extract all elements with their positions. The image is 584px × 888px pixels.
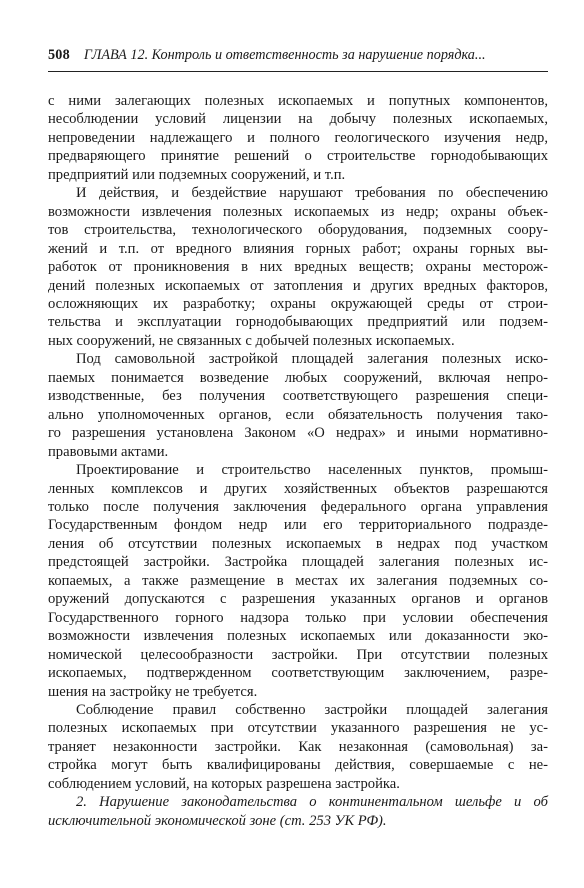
text-line: возможности извлечения полезных ископаемых из недр; охраны объек- [48, 203, 548, 220]
text-line: дений полезных ископаемых от затопления и других вредных факторов, [48, 277, 548, 294]
text-line: стройка могут быть квалифицированы действия, совершаемые с не- [48, 757, 548, 774]
text-line: паемых понимается возведение любых сооружений, включая непро- [48, 369, 548, 386]
text-line: Соблюдение правил собственно застройки площадей залегания [76, 701, 548, 718]
text-line: Государственным фондом недр или его территориального подразде- [48, 517, 548, 534]
paragraph-3 [48, 350, 548, 461]
text-line: Государственного горного надзора только при условии обеспечения [48, 609, 548, 626]
text-line: только после получения заключения федерального органа управления [48, 498, 548, 515]
paragraph-4 [48, 461, 548, 701]
text-line: работок от проникновения в них вредных веществ; охраны месторож- [48, 259, 548, 276]
chapter-title: ГЛАВА 12. Контроль и ответственность за нарушение порядка... [83, 47, 486, 63]
running-head [48, 44, 548, 66]
text-line: предваряющего принятие решений о строительстве горнодобывающих [48, 148, 548, 165]
text-line: номической целесообразности застройки. При отсутствии полезных [48, 646, 548, 663]
text-line: И действия, и бездействие нарушают требования по обеспечению [76, 185, 548, 202]
text-line: изводственные, без получения соответствующего разрешения специ- [48, 388, 548, 405]
text-line: траняет незаконности застройки. Как незаконная (самовольная) за- [48, 738, 548, 755]
text-line: копаемых, а также размещение в местах их залегания подземных со- [48, 572, 548, 589]
text-line: шения на застройку не требуется. [48, 683, 258, 700]
text-line: предприятий или подземных сооружений, и т.п. [48, 166, 346, 183]
text-line: исключительной экономической зоне (ст. 253 УК РФ). [48, 812, 387, 829]
text-line: правовыми актами. [48, 443, 169, 460]
text-line: осложняющих их разработку; охраны окружающей среды от строи- [48, 295, 548, 312]
text-line: тельства и эксплуатации горнодобывающих предприятий или подзем- [48, 314, 548, 331]
text-line: соблюдением условий, на которых разрешена застройка. [48, 775, 400, 792]
header-rule [48, 71, 548, 72]
text-line: ных сооружений, не связанных с добычей полезных ископаемых. [48, 332, 455, 349]
text-line: го разрешения установлена Законом «О недрах» и иными нормативно- [48, 425, 548, 442]
body-text [48, 92, 548, 830]
text-line: возможности извлечения полезных ископаемых или доказанности эко- [48, 628, 548, 645]
text-line: тов строительства, технологического оборудования, подземных соору- [48, 222, 548, 239]
page-number: 508 [48, 47, 70, 63]
text-line: 2. Нарушение законодательства о континентальном шельфе и об [76, 794, 548, 811]
text-line: Проектирование и строительство населенных пунктов, промыш- [76, 462, 548, 479]
text-line: Под самовольной застройкой площадей залегания полезных иско- [76, 351, 548, 368]
text-line: ления об отсутствии полезных ископаемых в недрах под участком [48, 535, 548, 552]
paragraph-1 [48, 92, 548, 184]
paragraph-5 [48, 701, 548, 793]
text-line: жений и т.п. от вредного влияния горных работ; охраны горных вы- [48, 240, 548, 257]
text-line: ально уполномоченных органов, если обязательность получения тако- [48, 406, 548, 423]
text-line: непроведении надлежащего и полного геологического изучения недр, [48, 129, 548, 146]
section-heading [48, 793, 548, 830]
text-line: несоблюдении условий лицензии на добычу полезных ископаемых, [48, 111, 548, 128]
paragraph-2 [48, 184, 548, 350]
text-line: предстоящей застройки. Застройка площадей залегания полезных ис- [48, 554, 548, 571]
text-line: ленных комплексов и других хозяйственных объектов разрешаются [48, 480, 548, 497]
text-line: полезных ископаемых при отсутствии указанного разрешения не ус- [48, 720, 548, 737]
text-line: ископаемых, подтвержденном соответствующим заключением, разре- [48, 665, 548, 682]
text-line: оружений допускаются с разрешения указанных органов и органов [48, 591, 548, 608]
text-line: с ними залегающих полезных ископаемых и попутных компонентов, [48, 93, 548, 109]
